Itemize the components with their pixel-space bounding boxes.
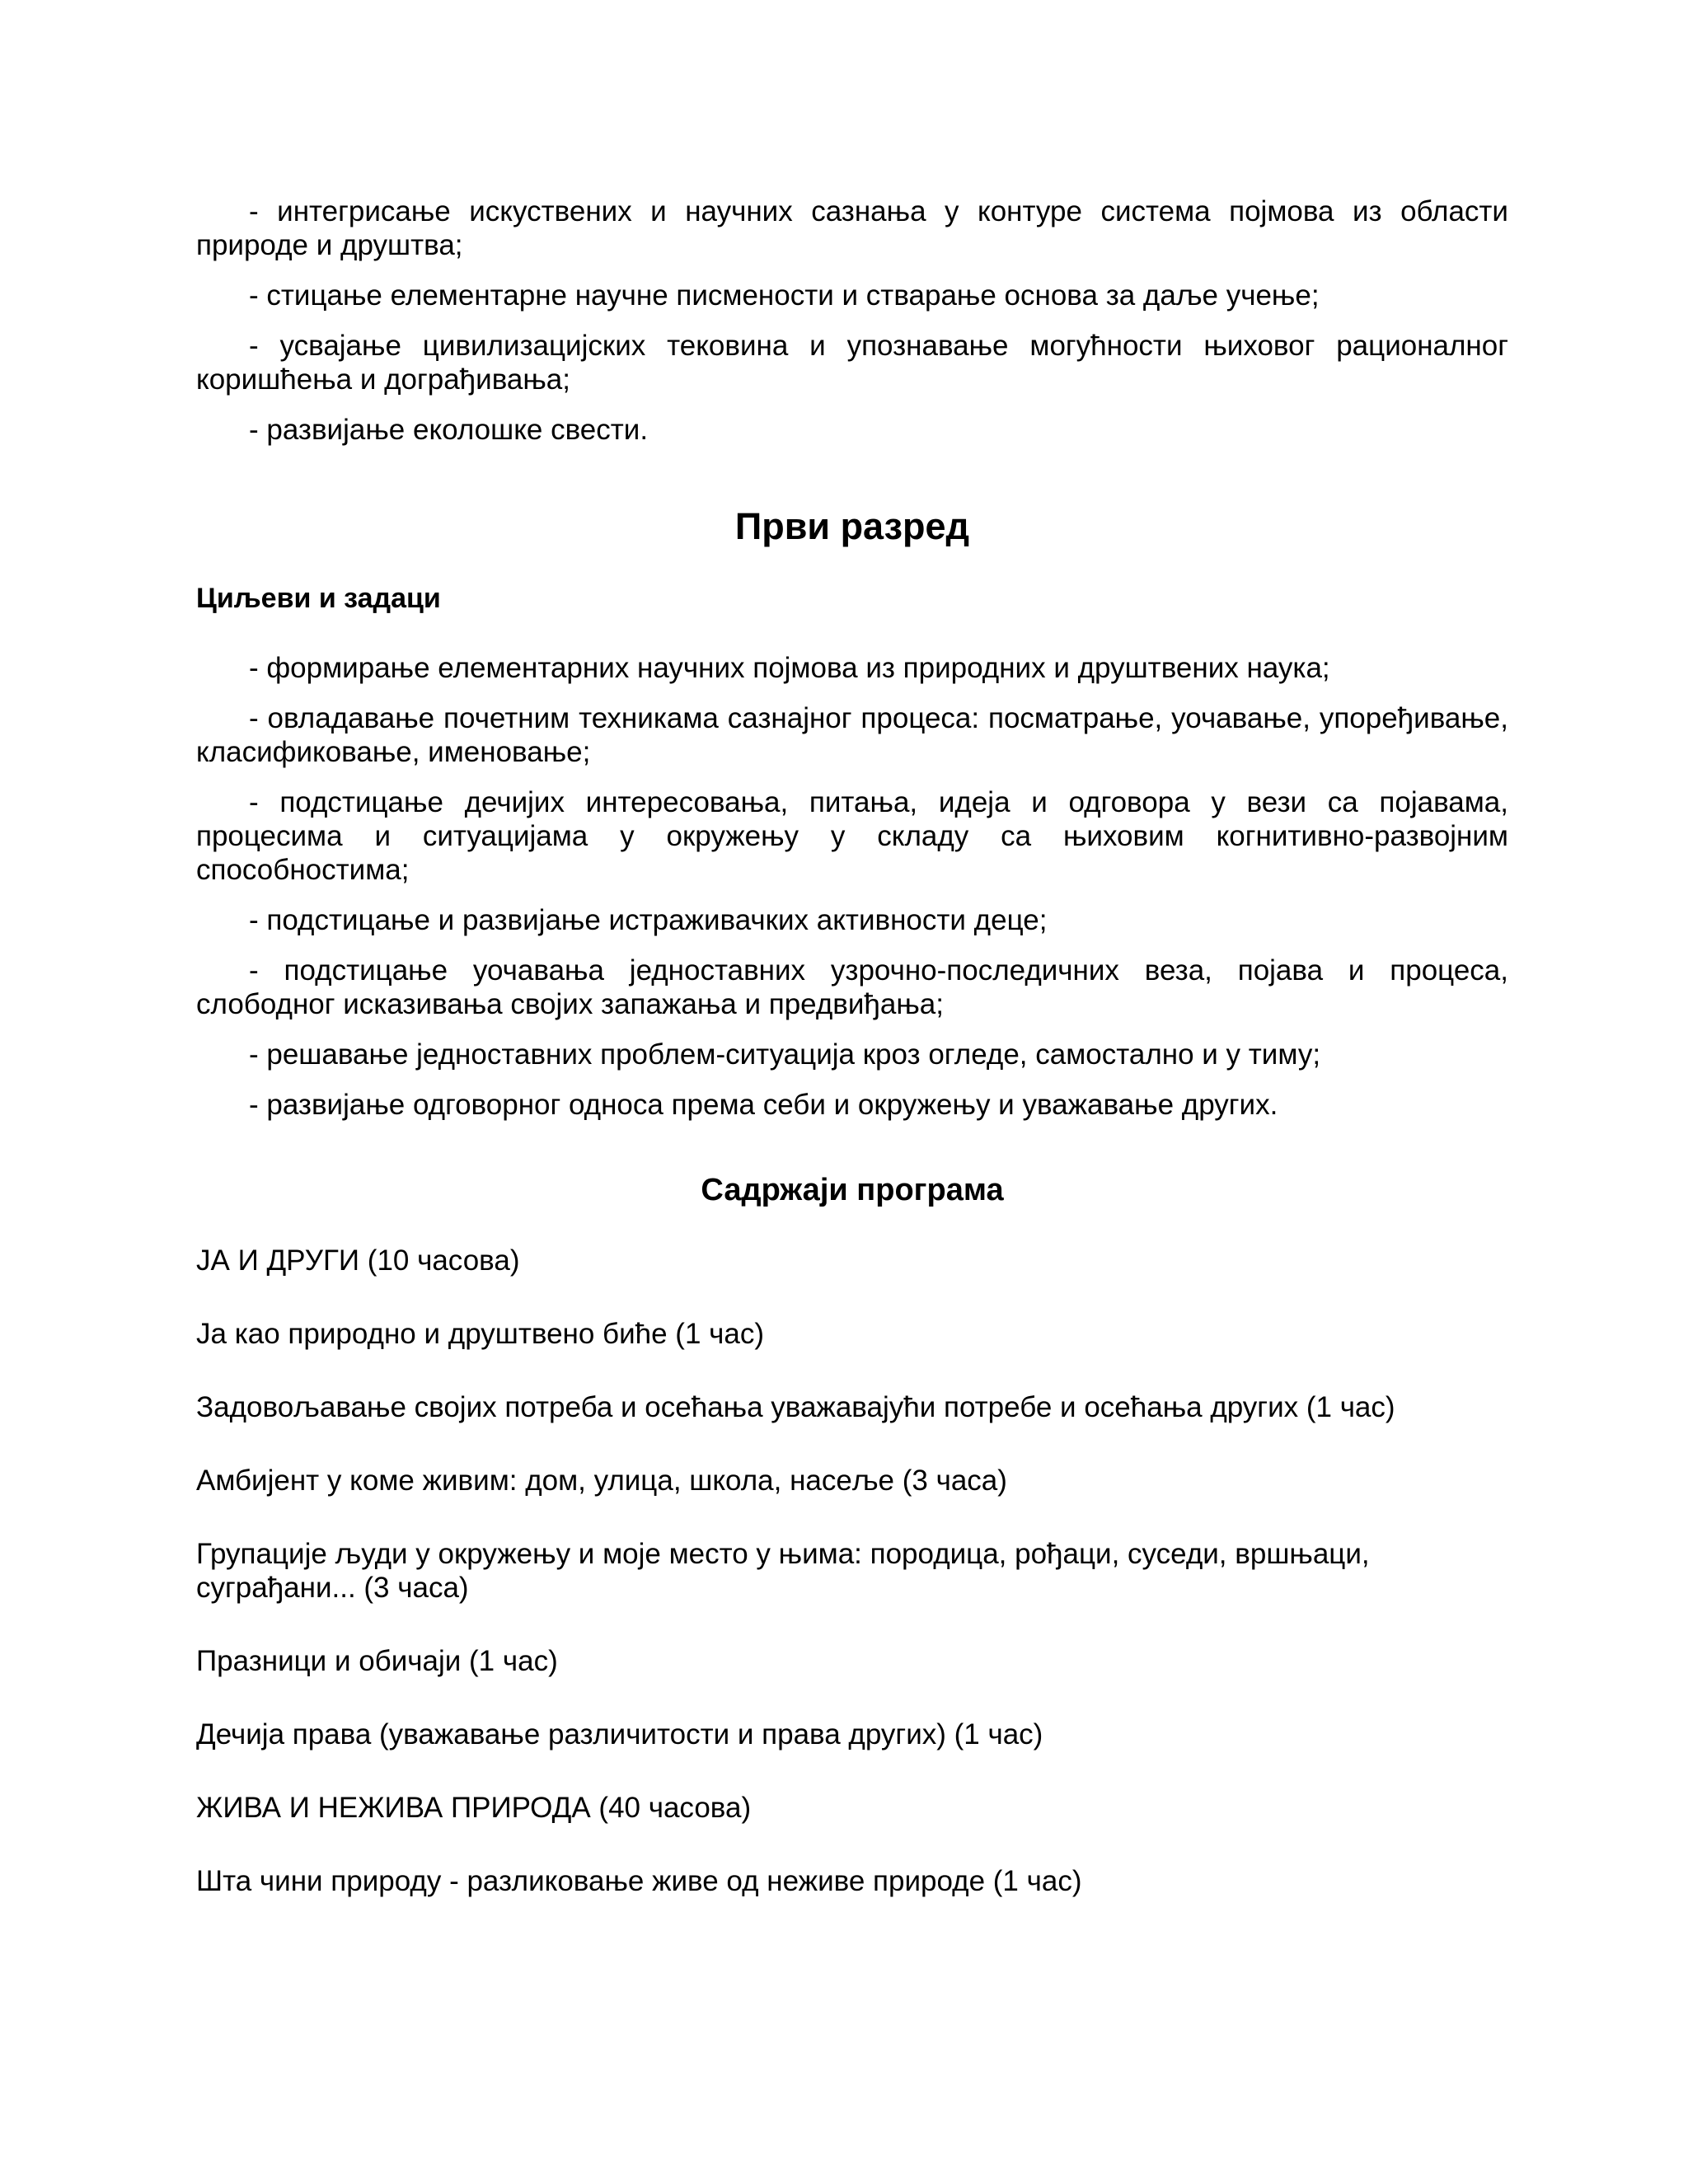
- intro-bullet: - стицање елементарне научне писмености и стварање основа за даље учење;: [249, 279, 1320, 312]
- grade-title: Први разред: [734, 505, 970, 547]
- intro-bullet: - усвајање цивилизацијских тековина и упознавање могућности њиховог рационалног коришћења и дограђивања;: [196, 330, 1508, 396]
- program-item: Празници и обичаји (1 час): [196, 1645, 558, 1677]
- goal-bullet: - формирање елементарних научних појмова из природних и друштвених наука;: [249, 652, 1330, 684]
- goal-bullet: - решавање једноставних проблем-ситуација кроз огледе, самостално и у тиму;: [249, 1038, 1321, 1071]
- goal-bullet: - овладавање почетним техникама сазнајног процеса: посматрање, уочавање, упоређивање, класификовање, именовање;: [196, 702, 1508, 768]
- program-item: Ја као природно и друштвено биће (1 час): [196, 1318, 765, 1350]
- program-item: Задовољавање својих потреба и осећања уважавајући потребе и осећања других (1 час): [196, 1391, 1395, 1423]
- goal-bullet: - подстицање дечијих интересовања, питања, идеја и одговора у вези са појавама, процесима и ситуацијама у окружењу у складу са њиховим когнитивно-развојним способностима;: [196, 786, 1508, 886]
- goal-bullet: - подстицање и развијање истраживачких активности деце;: [249, 904, 1048, 936]
- goal-bullet: - развијање одговорног односа према себи и окружењу и уважавање других.: [249, 1089, 1278, 1121]
- program-item: Амбијент у коме живим: дом, улица, школа, насеље (3 часа): [196, 1465, 1007, 1497]
- program-item: ЖИВА И НЕЖИВА ПРИРОДА (40 часова): [196, 1792, 752, 1824]
- intro-bullet: - развијање еколошке свести.: [249, 414, 649, 446]
- program-item: ЈА И ДРУГИ (10 часова): [196, 1244, 520, 1277]
- goal-bullet: - подстицање уочавања једноставних узрочно-последичних веза, појава и процеса, слободног исказивања својих запажања и предвиђања;: [196, 954, 1508, 1020]
- program-item: Шта чини природу - разликовање живе од неживе природе (1 час): [196, 1865, 1082, 1897]
- program-heading: Садржаји програма: [701, 1173, 1004, 1207]
- intro-bullet: - интегрисање искуствених и научних сазнања у контуре система појмова из области природе и друштва;: [196, 195, 1508, 261]
- document-page: [196, 194, 1508, 1938]
- goals-heading: Циљеви и задаци: [196, 583, 441, 614]
- program-item: Групације људи у окружењу и моје место у њима: породица, рођаци, суседи, вршњаци, суграђани... (3 часа): [196, 1538, 1370, 1604]
- program-item: Дечија права (уважавање различитости и права других) (1 час): [196, 1718, 1043, 1750]
